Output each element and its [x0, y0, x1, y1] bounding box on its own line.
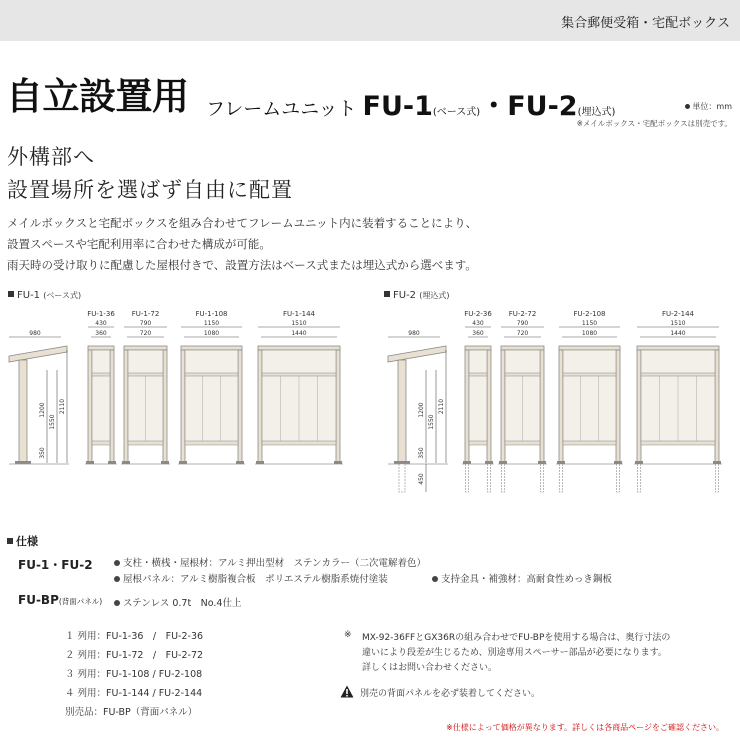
frame-rail [128, 441, 163, 445]
frame-rail [92, 373, 110, 376]
frame-post [465, 350, 469, 463]
frame-roof [88, 346, 114, 350]
frame-name-label: FU-1-36 [87, 310, 115, 318]
catch-copy-line1: 外構部へ [7, 145, 95, 169]
description-line: 雨天時の受け取りに配慮した屋根付きで、設置方法はベース式または埋込式から選べます。 [7, 258, 477, 272]
frame-rail [185, 373, 238, 376]
base-plate [557, 461, 565, 464]
height-bottom-label: 350 [418, 447, 425, 459]
frame-inner-width-label: 1440 [670, 330, 686, 337]
frame-name-label: FU-2-72 [508, 310, 537, 318]
base-plate [108, 461, 116, 464]
frame-rail [469, 373, 487, 376]
height-total-label: 2110 [59, 398, 66, 415]
square-icon [384, 291, 390, 297]
frame-name-label: FU-1-108 [195, 310, 228, 318]
frame-inner-width-label: 1440 [291, 330, 307, 337]
frame-inner-width-label: 360 [472, 330, 484, 337]
frame-post [487, 350, 491, 463]
embed-post [617, 464, 620, 492]
height-box-label: 1550 [49, 414, 56, 430]
option-item: 別売品：FU-BP（背面パネル） [65, 707, 198, 718]
bullet-icon [114, 576, 120, 582]
column-list-item: ４ 列用：FU-1-144 / FU-2-144 [65, 688, 203, 699]
bullet-icon [432, 576, 438, 582]
square-icon [7, 538, 13, 544]
frame-outer-width-label: 790 [139, 320, 152, 327]
embed-post [560, 464, 563, 492]
frame-post [163, 350, 167, 463]
frame-body [92, 350, 110, 443]
frame-roof [501, 346, 544, 350]
frame-rail [262, 441, 336, 445]
frame-outer-width-label: 1510 [291, 320, 307, 327]
column-list-item: ２ 列用：FU-1-72 / FU-2-72 [65, 650, 204, 661]
frame-outer-width-label: 1150 [581, 320, 598, 327]
frame-post [181, 350, 185, 463]
price-note: ※仕様によって価格が異なります。詳しくは各商品ページをご確認ください。 [446, 723, 724, 732]
frame-body [469, 350, 487, 443]
bullet-icon [114, 560, 120, 566]
base-plate [614, 461, 622, 464]
page-title: 自立設置用 [6, 75, 189, 118]
frame-outer-width-label: 430 [472, 320, 484, 327]
frame-post [336, 350, 340, 463]
frame-post [637, 350, 641, 463]
base-plate [463, 461, 471, 464]
description-line: メイルボックスと宅配ボックスを組み合わせてフレームユニット内に装着することにより、 [7, 216, 478, 230]
bullet-icon [685, 104, 690, 109]
frame-inner-width-label: 720 [516, 330, 529, 337]
height-total-label: 2110 [438, 398, 445, 415]
sold-separately-note: ※メイルボックス・宅配ボックスは別売です。 [576, 119, 732, 128]
base-plate [86, 461, 94, 464]
base-plate [334, 461, 342, 464]
frame-roof [124, 346, 167, 350]
frame-roof [559, 346, 620, 350]
frame-body [185, 350, 238, 443]
separator-dot: ・ [480, 91, 508, 122]
spec-backpanel-label: FU-BP(背面パネル) [18, 593, 103, 607]
spec-frame-label: FU-1・FU-2 [18, 558, 93, 572]
subtitle-prefix: フレームユニット [206, 98, 363, 120]
frame-post [616, 350, 620, 463]
height-box-label: 1550 [428, 414, 435, 430]
base-plate [485, 461, 493, 464]
frame-inner-width-label: 720 [139, 330, 152, 337]
height-bottom-label: 350 [39, 447, 46, 459]
frame-rail [641, 441, 715, 445]
pillar-side [19, 360, 27, 463]
spacer-note-line: 詳しくはお問い合わせください。 [362, 663, 498, 673]
frame-inner-width-label: 360 [95, 330, 107, 337]
frame-outer-width-label: 1510 [670, 320, 686, 327]
frame-rail [185, 441, 238, 445]
frame-roof [181, 346, 242, 350]
embed-depth-label: 450 [418, 473, 425, 485]
base-plate [394, 461, 410, 464]
base-plate [713, 461, 721, 464]
frame-rail [262, 373, 336, 376]
frame-rail [641, 373, 715, 376]
unit-note: 単位：mm [685, 101, 732, 112]
frame-body [563, 350, 616, 443]
base-plate [256, 461, 264, 464]
fu2-type: (埋込式) [577, 107, 616, 118]
frame-post [110, 350, 114, 463]
fu1-diagram-label: FU-1 (ベース式) [8, 290, 81, 301]
category-label: 集合郵便受箱・宅配ボックス [561, 16, 730, 31]
frame-post [238, 350, 242, 463]
frame-post [540, 350, 544, 463]
frame-outer-width-label: 790 [516, 320, 529, 327]
bullet-icon [114, 600, 120, 606]
column-list-item: ３ 列用：FU-1-108 / FU-2-108 [65, 669, 203, 680]
warning-icon [340, 685, 354, 698]
base-plate [15, 461, 31, 464]
frame-rail [563, 373, 616, 376]
base-plate [179, 461, 187, 464]
spec-item: ステンレス 0.7t No.4仕上 [114, 595, 241, 609]
fu1-type: (ベース式) [432, 107, 481, 118]
fu1-code: FU-1 [362, 91, 433, 122]
frame-inner-width-label: 1080 [581, 330, 598, 337]
catch-copy-line2: 設置場所を選ばず自由に配置 [7, 178, 293, 202]
frame-rail [92, 441, 110, 445]
product-subtitle [206, 84, 615, 123]
frame-name-label: FU-2-108 [573, 310, 606, 318]
roof-side [388, 346, 446, 362]
frame-name-label: FU-1-72 [131, 310, 160, 318]
frame-roof [465, 346, 491, 350]
pillar-side [398, 360, 406, 463]
base-plate [635, 461, 643, 464]
frame-name-label: FU-2-144 [661, 310, 695, 318]
frame-post [124, 350, 128, 463]
frame-name-label: FU-1-144 [282, 310, 316, 318]
fu2-code: FU-2 [507, 91, 578, 122]
base-plate [499, 461, 507, 464]
column-list-item: １ 列用：FU-1-36 / FU-2-36 [65, 631, 204, 642]
backpanel-warning: 別売の背面パネルを必ず装着してください。 [360, 689, 541, 699]
frame-post [258, 350, 262, 463]
frame-post [715, 350, 719, 463]
spacer-note-line: 違いにより段差が生じるため、別途専用スペーサー部品が必要になります。 [362, 648, 667, 658]
frame-rail [505, 441, 540, 445]
fu2-diagram-label: FU-2 (埋込式) [384, 290, 449, 301]
spec-heading: 仕様 [7, 533, 38, 549]
roof-side [9, 346, 67, 362]
embed-post [541, 464, 544, 492]
frame-post [559, 350, 563, 463]
square-icon [8, 291, 14, 297]
frame-rail [128, 373, 163, 376]
spacer-note-line: MX-92-36FFとGX36Rの組み合わせでFU-BPを使用する場合は、奥行寸法の [362, 633, 671, 643]
embed-post [488, 464, 491, 492]
embed-post [502, 464, 505, 492]
frame-name-label: FU-2-36 [464, 310, 492, 318]
frame-rail [469, 441, 487, 445]
frame-post [88, 350, 92, 463]
frame-roof [258, 346, 340, 350]
base-plate [538, 461, 546, 464]
height-inner-label: 1200 [39, 402, 46, 418]
frame-rail [563, 441, 616, 445]
spacer-note-mark: ※ [344, 630, 352, 640]
embed-post [638, 464, 641, 492]
frame-outer-width-label: 430 [95, 320, 107, 327]
depth-label: 980 [29, 330, 41, 337]
spec-item: 屋根パネル：アルミ樹脂複合板 ポリエステル樹脂系焼付塗装 [114, 571, 388, 585]
description-line: 設置スペースや宅配利用率に合わせた構成が可能。 [7, 237, 271, 251]
frame-roof [637, 346, 719, 350]
frame-post [501, 350, 505, 463]
depth-label: 980 [408, 330, 420, 337]
frame-outer-width-label: 1150 [203, 320, 220, 327]
base-plate [236, 461, 244, 464]
spec-item: 支持金具・補強材：高耐食性めっき鋼板 [432, 571, 612, 585]
embed-post [466, 464, 469, 492]
frame-rail [505, 373, 540, 376]
base-plate [161, 461, 169, 464]
frame-unit-diagram [0, 300, 740, 500]
embed-post [716, 464, 719, 492]
height-inner-label: 1200 [418, 402, 425, 418]
base-plate [122, 461, 130, 464]
embed-post [399, 464, 405, 492]
frame-inner-width-label: 1080 [203, 330, 220, 337]
spec-item: 支柱・横桟・屋根材：アルミ押出型材 ステンカラー（二次電解着色） [114, 555, 426, 569]
